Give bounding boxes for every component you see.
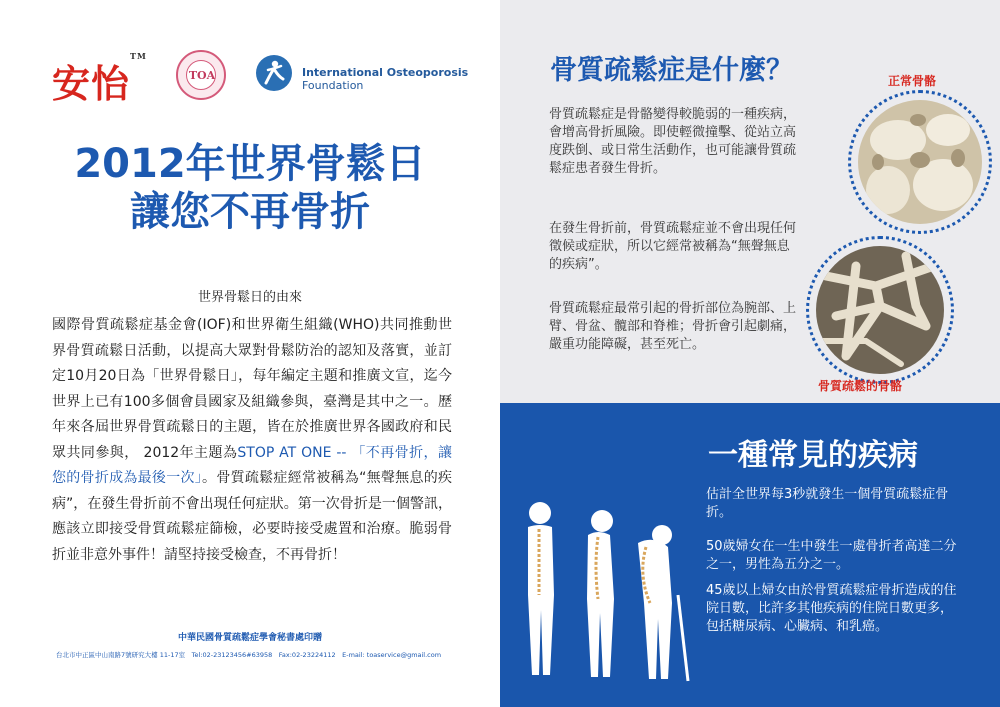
toa-seal-logo: TOA <box>176 50 226 100</box>
hospital-days-paragraph: 45歲以上婦女由於骨質疏鬆症骨折造成的住院日數，比許多其他疾病的住院日數更多，包括糖尿病、心臟病、和乳癌。 <box>706 583 957 634</box>
posture-silhouettes-illustration <box>510 495 700 685</box>
iof-logo-text: International Osteoporosis Foundation <box>302 66 469 92</box>
page-title: 2012年世界骨鬆日 讓您不再骨折 <box>74 141 426 235</box>
definition-paragraph: 骨質疏鬆症是骨骼變得較脆弱的一種疾病，會增高骨折風險。即使輕微撞擊、從站立高度跌倒、或日常生活動作，也可能讓骨質疏鬆症患者發生骨折。 <box>549 107 797 176</box>
lifetime-risk-paragraph: 50歲婦女在一生中發生一處骨折者高達二分之一，男性為五分之一。 <box>706 539 957 572</box>
footer-organization: 中華民國骨質疏鬆症學會秘書處印贈 <box>177 633 322 643</box>
footer-contact: 台北市中正區中山南路7號研究大樓 11-17室 Tel:02-23123456#63958 Fax:02-23224112 E-mail: toaservice@gmail.com <box>56 651 442 659</box>
iof-logo-icon <box>256 55 292 91</box>
normal-bone-label: 正常骨骼 <box>888 74 937 88</box>
normal-bone-image <box>858 100 982 224</box>
origin-paragraph: 國際骨質疏鬆症基金會(IOF)和世界衛生組織(WHO)共同推動世界骨質疏鬆日活動，以提高大眾對骨鬆防治的認知及落實，並訂定10月20日為「世界骨鬆日」，每年編定主題和推廣文宣，迄今世界上已有100多個會員國家及組織參與，臺灣是其中之一。歷年來各屆世界骨質疏鬆日的主題，皆在於推廣世界各國政府和民眾共同參與， 2012年主題為STOP AT ONE -- 「不再骨折，讓您的骨折成為最後一次」。骨質疏鬆症經常被稱為“無聲無息的疾病”，在發生骨折前不會出現任何症狀。第一次骨折是一個警訊，應該立即接受骨質疏鬆症篩檢，必要時接受處置和治療。脆弱骨折並非意外事件！請堅持接受檢查，不再骨折！ <box>52 317 452 563</box>
porous-bone-image <box>816 246 944 374</box>
silent-disease-paragraph: 在發生骨折前，骨質疏鬆症並不會出現任何徵候或症狀，所以它經常被稱為“無聲無息的疾病”。 <box>549 221 797 272</box>
what-is-title: 骨質疏鬆症是什麼？ <box>550 55 793 86</box>
section-subheading: 世界骨鬆日的由來 <box>197 290 302 305</box>
fracture-sites-paragraph: 骨質疏鬆症最常引起的骨折部位為腕部、上臂、骨盆、髖部和脊椎；骨折會引起劇痛，嚴重功能障礙，甚至死亡。 <box>549 301 797 352</box>
porous-bone-label: 骨質疏鬆的骨骼 <box>818 379 903 393</box>
fracture-frequency-paragraph: 估計全世界每3秒就發生一個骨質疏鬆症骨折。 <box>706 487 949 520</box>
common-disease-title: 一種常見的疾病 <box>708 438 918 473</box>
anyi-logo: 安怡™ <box>52 51 147 106</box>
theme-highlight: STOP AT ONE -- 「不再骨折，讓您的骨折成為最後一次」 <box>52 444 452 486</box>
